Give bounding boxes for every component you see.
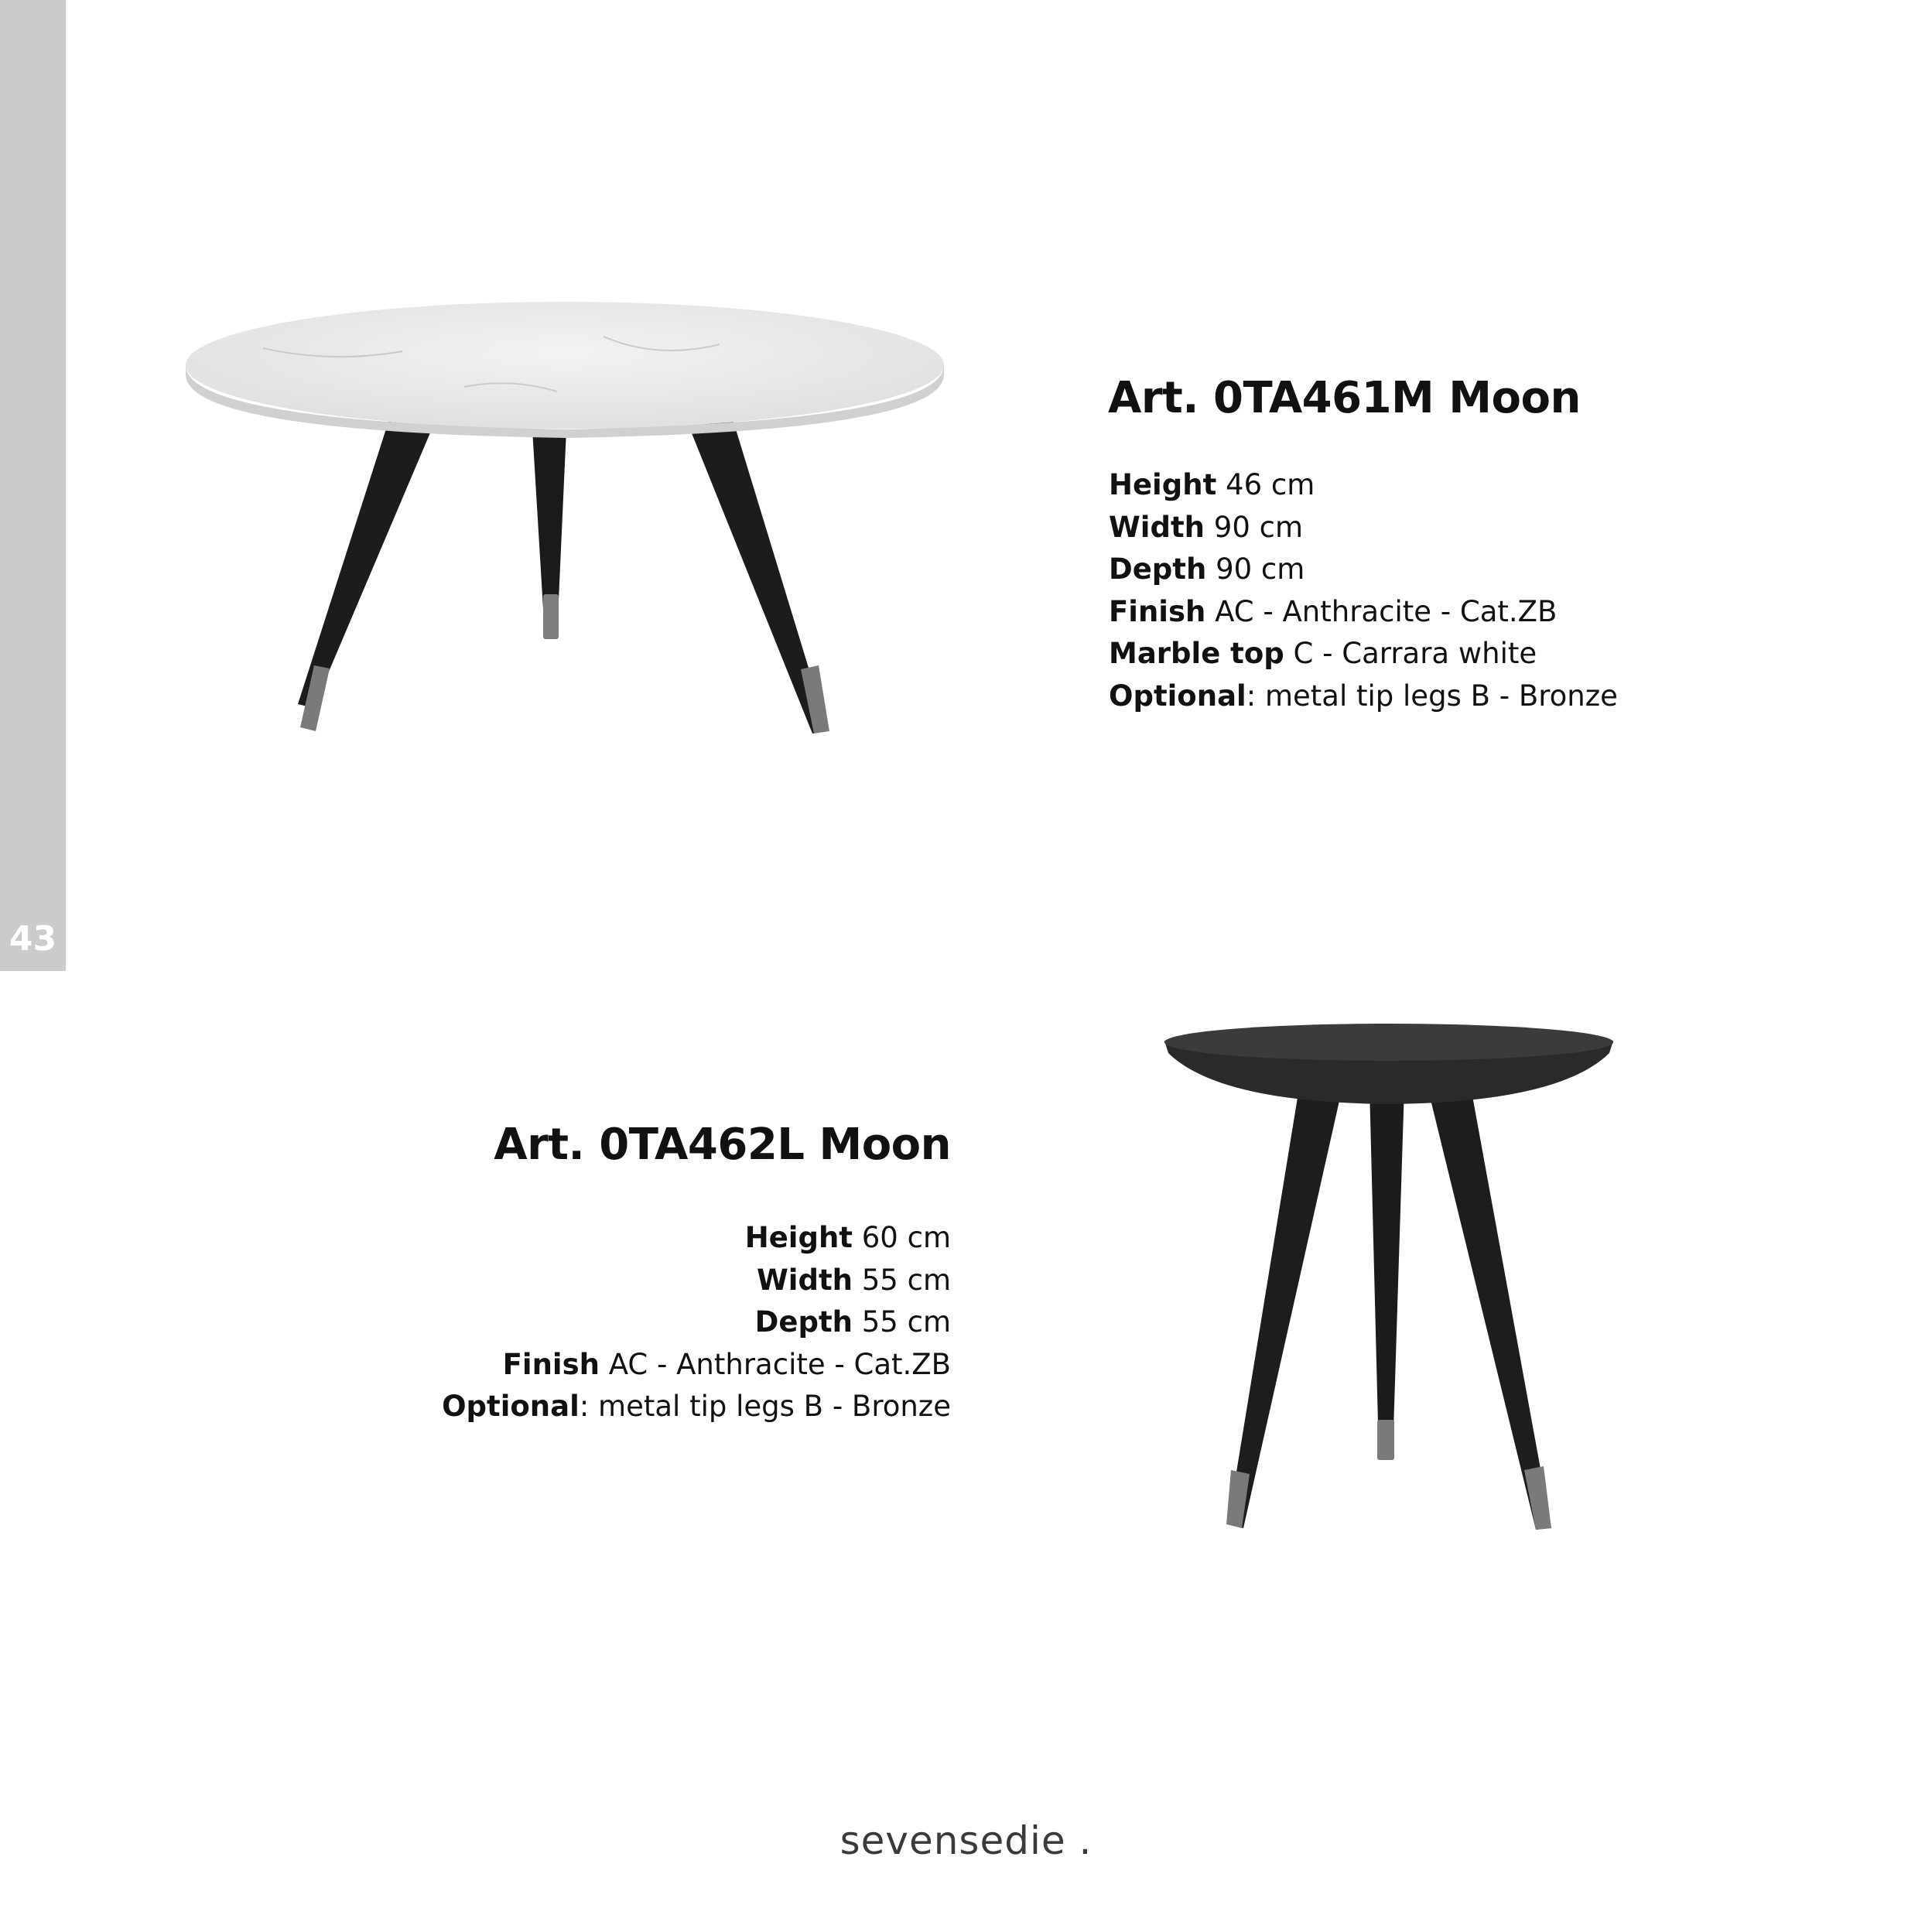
- spec-optional: Optional: metal tip legs B - Bronze: [442, 1390, 951, 1423]
- spec-finish: Finish AC - Anthracite - Cat.ZB: [1109, 594, 1558, 628]
- spec-height: Height 60 cm: [744, 1221, 951, 1254]
- product-specs: [442, 1217, 951, 1428]
- spec-finish: Finish AC - Anthracite - Cat.ZB: [502, 1347, 951, 1381]
- product-title: Art. 0TA461M Moon: [1108, 373, 1581, 423]
- spec-height: Height 46 cm: [1109, 468, 1315, 501]
- page-side-strip: [0, 0, 66, 971]
- spec-width: Width 90 cm: [1109, 510, 1304, 544]
- page-number: 43: [9, 919, 57, 959]
- spec-optional: Optional: metal tip legs B - Bronze: [1109, 679, 1618, 713]
- spec-marble-top: Marble top C - Carrara white: [1109, 637, 1537, 670]
- product-specs: [1109, 464, 1618, 717]
- spec-width: Width 55 cm: [756, 1263, 951, 1297]
- brand-logo: sevensedie .: [839, 1818, 1093, 1863]
- side-table-black-image: [1157, 1017, 1621, 1544]
- coffee-table-marble-image: [170, 294, 959, 743]
- spec-depth: Depth 90 cm: [1109, 552, 1305, 586]
- product-title: Art. 0TA462L Moon: [494, 1120, 951, 1170]
- spec-depth: Depth 55 cm: [754, 1305, 951, 1339]
